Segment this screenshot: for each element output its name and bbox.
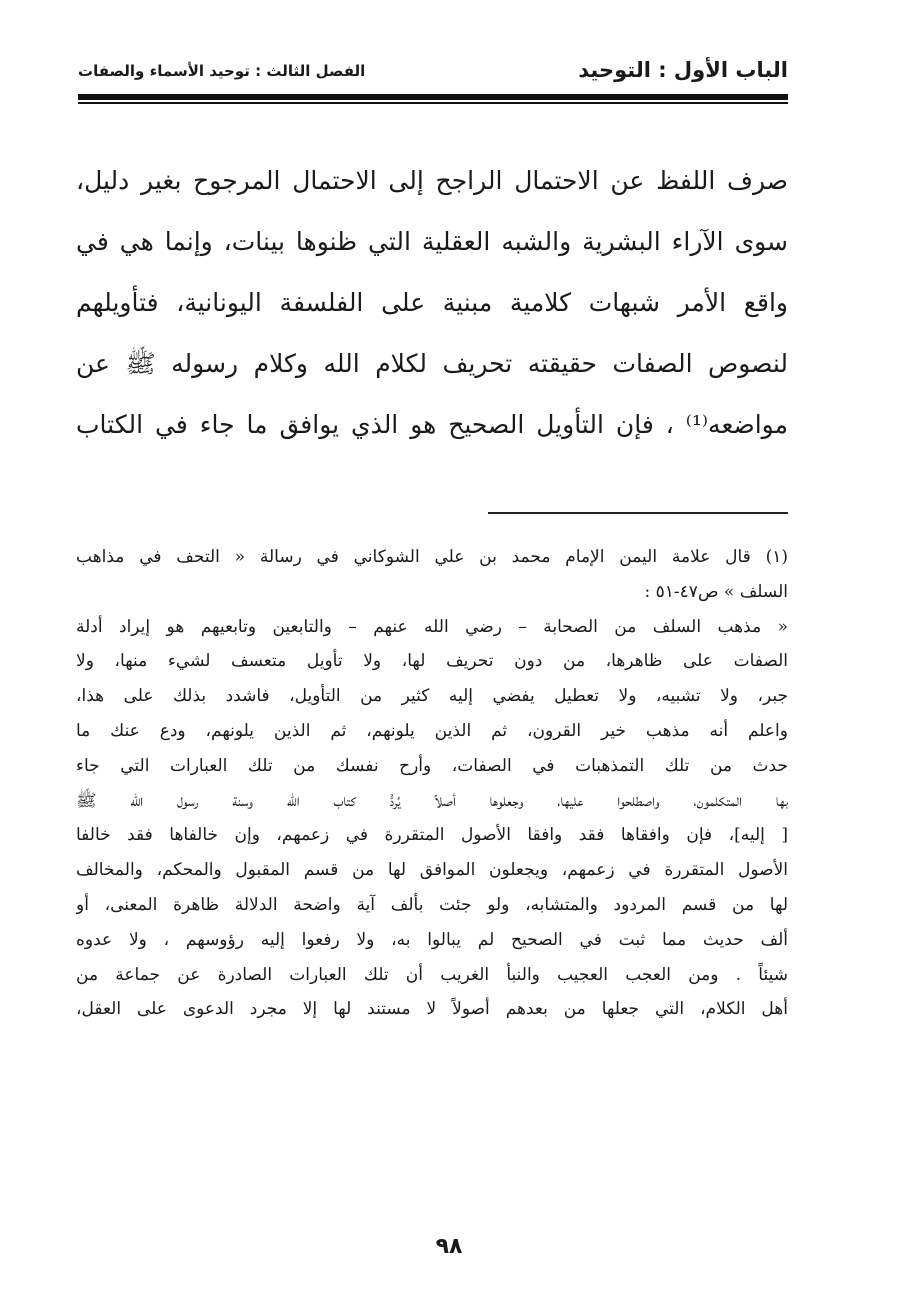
footnote-line: الأصول المتقررة في زعمهم، ويجعلون الموافق لها من قسم المقبول والمحكم، والمخالف	[76, 860, 788, 881]
running-header	[78, 52, 788, 92]
footnote-line: أهل الكلام، التي جعلها من بعدهم أصولاً لا مستند لها إلا مجرد الدعوى على العقل،	[76, 999, 788, 1020]
chapter-title: الباب الأول : التوحيد	[578, 58, 788, 82]
footnote-line: « مذهب السلف من الصحابة – رضي الله عنهم – والتابعين وتابعيهم هو إيراد أدلة	[76, 616, 788, 637]
footnote-line: جبر، ولا تشبيه، ولا تعطيل يفضي إليه كثير من التأويل، فاشدد بذلك على هذا،	[76, 686, 788, 707]
footnote-line: الصفات على ظاهرها، من دون تحريف لها، ولا تأويل متعسف لشيء منها، ولا	[76, 651, 788, 672]
main-text	[76, 150, 788, 455]
footnote-line: (١) قال علامة اليمن الإمام محمد بن علي الشوكاني في رسالة « التحف في مذاهب	[76, 547, 788, 567]
footnote-line: [ إليه]، فإن وافقاها فقد وافقا الأصول المتقررة في زعمهم، وإن خالفاها فقد خالفا	[76, 825, 788, 846]
header-rule-thick	[78, 94, 788, 100]
page-number: ٩٨	[435, 1234, 463, 1259]
main-text-line: سوى الآراء البشرية والشبه العقلية التي ظنوها بينات، وإنما هي في	[76, 227, 788, 256]
footnote-line: لها من قسم المردود والمتشابه، ولو جئت بألف آية واضحة الدلالة ظاهرة المعنى، أو	[76, 894, 788, 915]
footnote-line: السلف » ص٤٧-٥١ :	[644, 581, 788, 602]
main-text-line: واقع الأمر شبهات كلامية مبنية على الفلسفة اليونانية، فتأويلهم	[76, 288, 788, 317]
footnote-line: شيئاً . ومن العجب العجيب والنبأ الغريب أن تلك العبارات الصادرة عن جماعة من	[76, 964, 788, 985]
main-text-line: صرف اللفظ عن الاحتمال الراجح إلى الاحتمال المرجوح بغير دليل،	[76, 166, 788, 195]
header-rule-thin	[78, 102, 788, 104]
footnote-line: بها المتكلمون، واصطلحوا عليها، وجعلوها أصلاً يُردُّ كتاب الله وسنة رسول الله ﷺ	[76, 790, 788, 811]
footnote-line: ألف حديث مما ثبت في الصحيح لم يبالوا به، ولا رفعوا إليه رؤوسهم ، ولا عدوه	[76, 929, 788, 950]
footnote-line: واعلم أنه مذهب خير القرون، ثم الذين يلونهم، ثم الذين يلونهم، ودع عنك ما	[76, 720, 788, 741]
main-text-line: مواضعه⁽¹⁾ ، فإن التأويل الصحيح هو الذي يوافق ما جاء في الكتاب	[76, 410, 788, 439]
section-title: الفصل الثالث : توحيد الأسماء والصفات	[78, 62, 366, 80]
footnote-line: حدث من تلك التمذهبات في الصفات، وأرح نفسك من تلك العبارات التي جاء	[76, 755, 788, 776]
main-text-line: لنصوص الصفات حقيقته تحريف لكلام الله وكلام رسوله ﷺ عن	[76, 349, 788, 378]
footnote-separator	[488, 512, 788, 514]
footnotes	[76, 540, 788, 1027]
